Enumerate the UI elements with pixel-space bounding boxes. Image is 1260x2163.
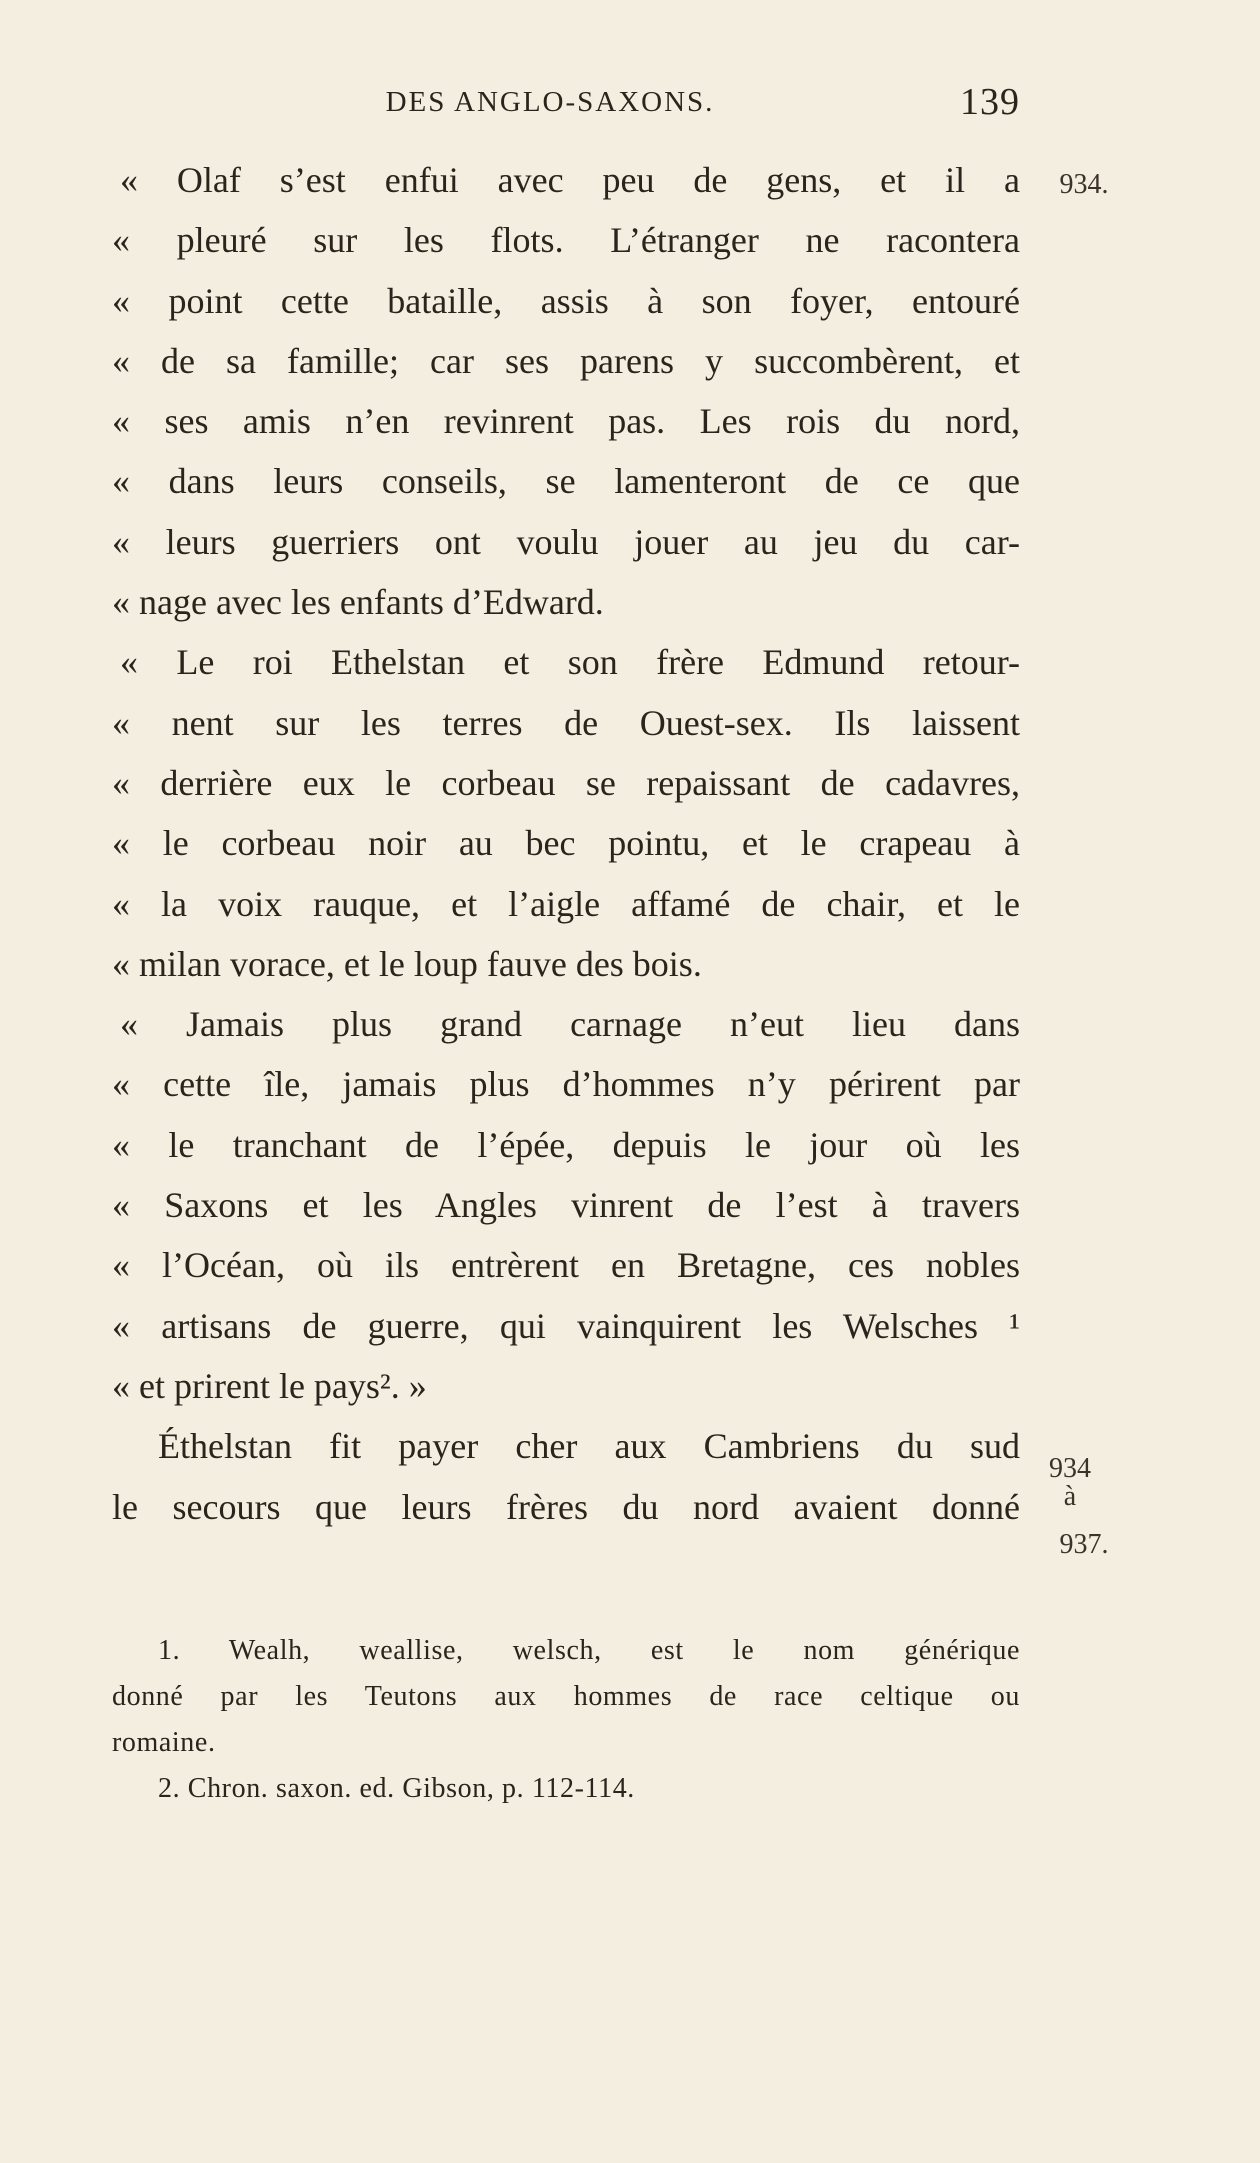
text-line: Éthelstan fit payer cher aux Cambriens du sud: [158, 1426, 1020, 1467]
text-line: « artisans de guerre, qui vainquirent les Welsches ¹: [112, 1305, 1020, 1346]
margin-year-range-connector: à: [1063, 1481, 1077, 1512]
text-line: « et prirent le pays². »: [112, 1365, 427, 1406]
text-line: « Saxons et les Angles vinrent de l’est à travers: [112, 1185, 1020, 1226]
text-line: « nage avec les enfants d’Edward.: [112, 582, 604, 623]
text-line: « de sa famille; car ses parens y succombèrent, et: [112, 340, 1020, 381]
text-line: « Olaf s’est enfui avec peu de gens, et il a: [120, 160, 1020, 200]
text-line: « le tranchant de l’épée, depuis le jour où les: [112, 1124, 1020, 1165]
text-line: « pleuré sur les flots. L’étranger ne racontera: [112, 220, 1020, 261]
body-text: [112, 150, 1020, 1537]
margin-year: 934.: [1059, 169, 1109, 200]
text-line: « ses amis n’en revinrent pas. Les rois du nord,: [112, 401, 1020, 442]
footnote-line: 1. Wealh, weallise, welsch, est le nom générique: [158, 1635, 1020, 1666]
text-line: le secours que leurs frères du nord avaient donné: [112, 1486, 1020, 1527]
text-line: « dans leurs conseils, se lamenteront de ce que: [112, 461, 1020, 502]
text-line: « leurs guerriers ont voulu jouer au jeu du car-: [112, 521, 1020, 562]
page-number: 139: [960, 81, 1020, 123]
text-line: « Jamais plus grand carnage n’eut lieu dans: [120, 1004, 1020, 1045]
text-line: « milan vorace, et le loup fauve des bois.: [112, 943, 702, 984]
text-line: « la voix rauque, et l’aigle affamé de chair, et le: [112, 883, 1020, 924]
text-line: « le corbeau noir au bec pointu, et le crapeau à: [112, 823, 1020, 864]
footnote-line: donné par les Teutons aux hommes de race celtique ou: [112, 1681, 1020, 1712]
text-line: « point cette bataille, assis à son foyer, entouré: [112, 280, 1020, 321]
footnote-line: 2. Chron. saxon. ed. Gibson, p. 112-114.: [158, 1773, 635, 1804]
running-title: DES ANGLO-SAXONS.: [385, 86, 715, 118]
margin-year-range-end: 937.: [1059, 1529, 1109, 1560]
text-line: « l’Océan, où ils entrèrent en Bretagne, ces nobles: [112, 1245, 1020, 1286]
margin-year-range-start: 934: [1049, 1453, 1091, 1484]
footnote-line: romaine.: [112, 1727, 216, 1758]
text-line: « cette île, jamais plus d’hommes n’y périrent par: [112, 1064, 1020, 1105]
text-line: « Le roi Ethelstan et son frère Edmund retour-: [120, 642, 1020, 683]
footnotes: [112, 1628, 1020, 1812]
text-line: « nent sur les terres de Ouest-sex. Ils laissent: [112, 702, 1020, 743]
text-line: « derrière eux le corbeau se repaissant de cadavres,: [112, 762, 1020, 803]
running-head: [80, 82, 1020, 122]
